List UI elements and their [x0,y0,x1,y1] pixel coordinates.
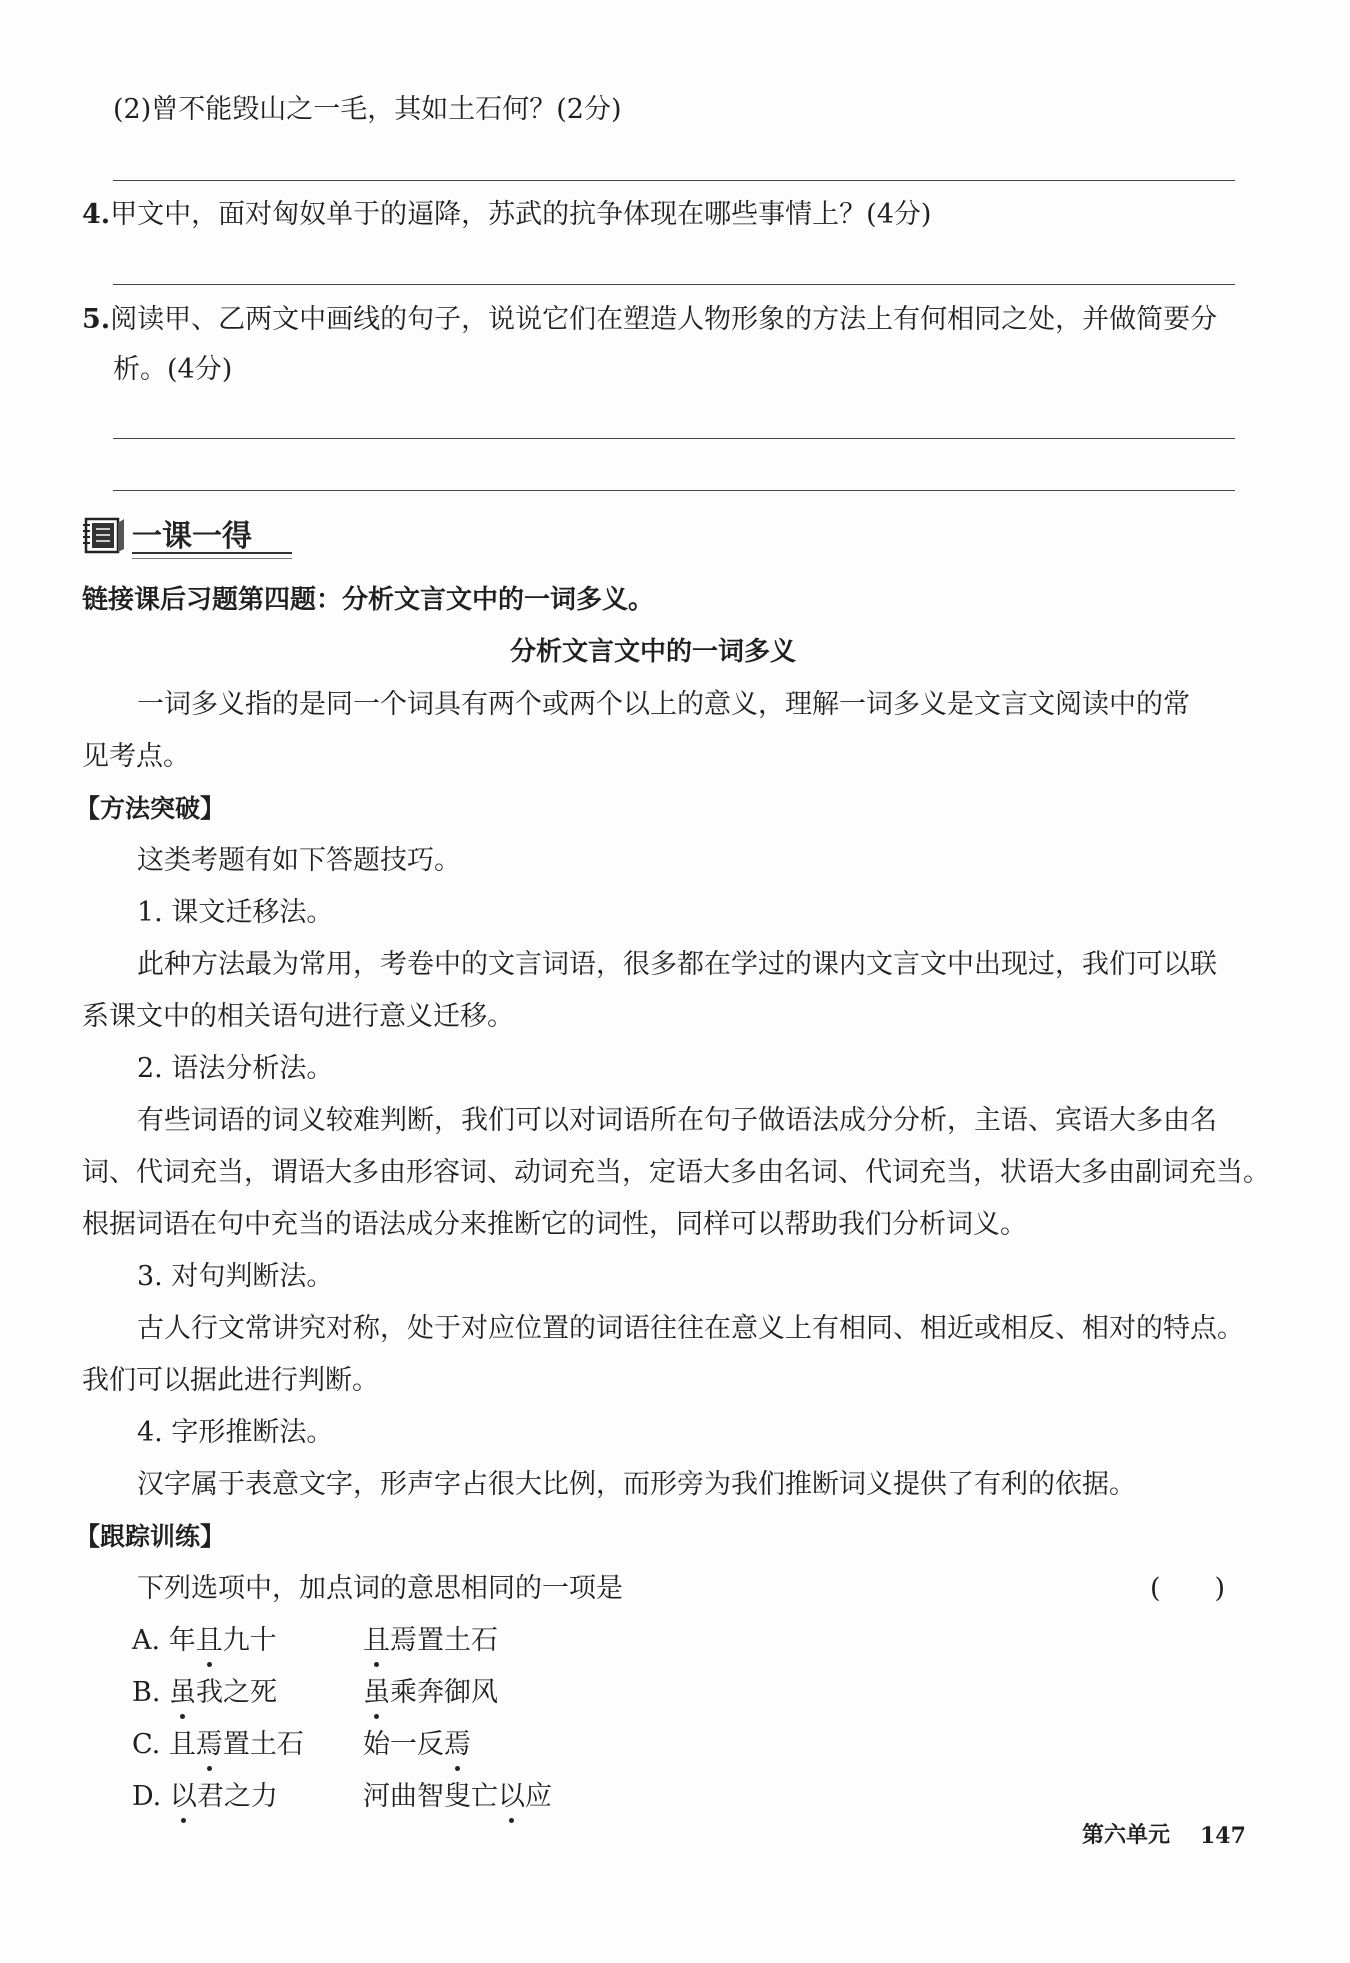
dotted-char: 以 [498,1777,525,1817]
unit-label: 第六单元 [1082,1823,1171,1848]
method-2-title: 2. 语法分析法。 [137,1053,334,1084]
method-2-text: 词、代词充当，谓语大多由形容词、动词充当，定语大多由名词、代词充当，状语大多由副词充当。 [82,1157,1270,1188]
question-text: 阅读甲、乙两文中画线的句子，说说它们在塑造人物形象的方法上有何相同之处，并做简要分 [110,304,1218,335]
answer-line [113,180,1235,181]
method-1-text: 此种方法最为常用，考卷中的文言词语，很多都在学过的课内文言文中出现过，我们可以联 [137,949,1217,980]
section-title: 一课一得 [132,519,252,554]
method-3-title: 3. 对句判断法。 [137,1261,334,1292]
question-5 [82,300,1217,340]
method-4-title: 4. 字形推断法。 [137,1417,334,1448]
answer-line [113,490,1235,491]
notebook-icon [82,517,126,555]
question-number: 5. [82,304,111,335]
option-d-left: D. 以君之力 [132,1777,278,1817]
method-1-text: 系课文中的相关语句进行意义迁移。 [82,1001,514,1032]
dotted-char: 虽 [363,1673,390,1713]
method-intro: 这类考题有如下答题技巧。 [137,845,461,876]
option-c-left: C. 且焉置土石 [132,1725,304,1765]
option-a-left: A. 年且九十 [132,1621,277,1661]
content-heading: 分析文言文中的一词多义 [510,637,797,667]
option-d-right: 河曲智叟亡以应 [363,1777,552,1817]
dotted-char: 焉 [444,1725,471,1765]
answer-line [113,284,1235,285]
method-3-text: 我们可以据此进行判断。 [82,1365,379,1396]
method-3-text: 古人行文常讲究对称，处于对应位置的词语往往在意义上有相同、相近或相反、相对的特点。 [137,1313,1244,1344]
option-b-right: 虽乘奔御风 [363,1673,498,1713]
option-b-left: B. 虽我之死 [132,1673,277,1713]
intro-text: 见考点。 [82,741,190,772]
dotted-char: 以 [170,1777,197,1817]
question-text: 甲文中，面对匈奴单于的逼降，苏武的抗争体现在哪些事情上？(4分) [110,199,932,230]
method-4-text: 汉字属于表意文字，形声字占很大比例，而形旁为我们推断词义提供了有利的依据。 [137,1469,1136,1500]
method-1-title: 1. 课文迁移法。 [137,897,334,928]
page-number: 147 [1200,1823,1246,1849]
practice-question: 下列选项中，加点词的意思相同的一项是 [137,1573,623,1604]
answer-line [113,438,1235,439]
question-3-2: (2)曾不能毁山之一毛，其如土石何？(2分) [113,94,622,125]
method-label: 【方法突破】 [75,794,226,823]
practice-label: 【跟踪训练】 [75,1522,226,1551]
dotted-char: 且 [363,1621,390,1661]
method-2-text: 根据词语在句中充当的语法成分来推断它的词性，同样可以帮助我们分析词义。 [82,1209,1027,1240]
answer-bracket[interactable]: ( ) [1150,1573,1226,1604]
question-4 [82,195,931,235]
intro-text: 一词多义指的是同一个词具有两个或两个以上的意义，理解一词多义是文言文阅读中的常 [137,689,1190,720]
title-underline [132,558,292,559]
dotted-char: 焉 [196,1725,223,1765]
option-c-right: 始一反焉 [363,1725,471,1765]
link-exercise: 链接课后习题第四题：分析文言文中的一词多义。 [82,585,655,615]
question-number: 4. [82,199,111,230]
method-2-text: 有些词语的词义较难判断，我们可以对词语所在句子做语法成分分析，主语、宾语大多由名 [137,1105,1217,1136]
question-5-cont: 析。(4分) [113,354,233,385]
title-underline [132,552,292,554]
dotted-char: 且 [196,1621,223,1661]
dotted-char: 虽 [169,1673,196,1713]
option-a-right: 且焉置土石 [363,1621,498,1661]
